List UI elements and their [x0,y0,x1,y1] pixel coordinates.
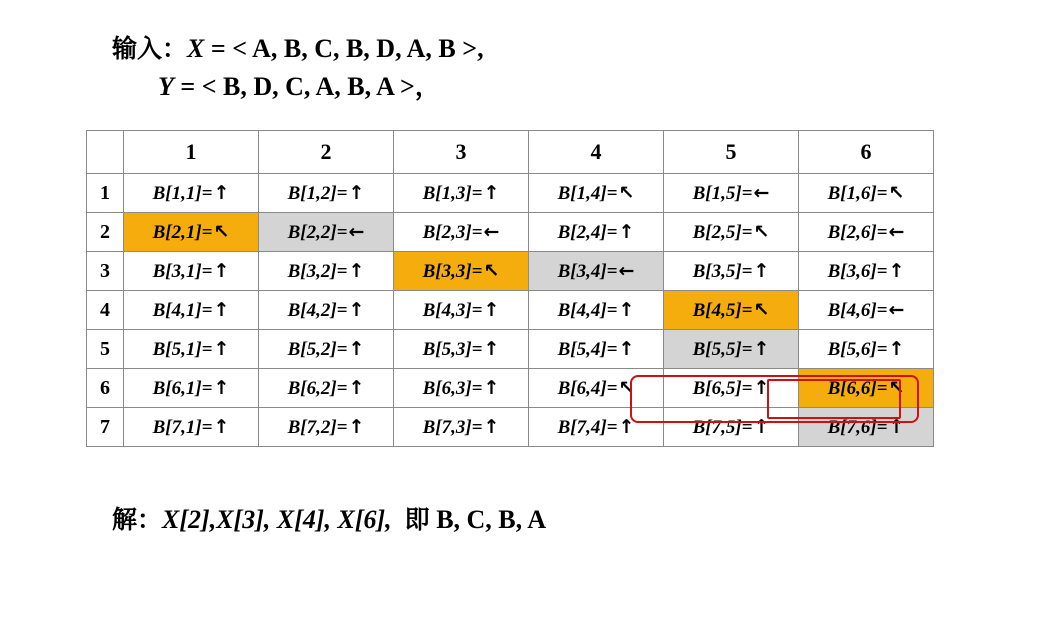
solution-indices: X[2],X[3], X[4], X[6], [162,505,392,534]
cell-1-2 [259,174,394,213]
cell-3-1 [124,252,259,291]
solution-line [112,500,546,536]
arrow-icon: ↑ [753,376,770,399]
row-header-7: 7 [87,408,124,447]
table-body [87,174,934,447]
cell-4-2 [259,291,394,330]
solution-ji: 即 [404,505,430,534]
arrow-icon: ↑ [753,415,770,438]
cell-label: B[2,2]= [287,221,348,243]
cell-label: B[4,3]= [422,299,483,321]
cell-label: B[1,2]= [287,182,348,204]
cell-3-4 [529,252,664,291]
col-header-4: 4 [529,131,664,174]
arrow-icon: ← [888,220,905,243]
cell-label: B[4,6]= [827,299,888,321]
cell-4-6 [799,291,934,330]
arrow-icon: ↑ [483,376,500,399]
cell-7-1 [124,408,259,447]
cell-label: B[4,2]= [287,299,348,321]
cell-6-3 [394,369,529,408]
arrow-icon: ↖ [888,181,905,204]
cell-label: B[5,1]= [152,338,213,360]
arrow-icon: ↑ [213,298,230,321]
table-row [87,174,934,213]
sequence-x-name: X [187,34,205,63]
col-header-1: 1 [124,131,259,174]
cell-2-3 [394,213,529,252]
cell-label: B[7,4]= [557,416,618,438]
cell-label: B[7,1]= [152,416,213,438]
cell-label: B[5,4]= [557,338,618,360]
arrow-icon: ↑ [618,298,635,321]
arrow-icon: ↑ [483,415,500,438]
cell-7-4 [529,408,664,447]
cell-label: B[3,4]= [557,260,618,282]
table-row [87,213,934,252]
arrow-icon: ↑ [348,181,365,204]
arrow-icon: ↖ [888,376,905,399]
arrow-icon: ← [888,298,905,321]
arrow-icon: ↑ [618,337,635,360]
cell-label: B[1,1]= [152,182,213,204]
arrow-icon: ↑ [213,337,230,360]
sequence-y-value: = < B, D, C, A, B, A > [180,71,415,101]
row-header-4: 4 [87,291,124,330]
cell-2-1 [124,213,259,252]
cell-3-2 [259,252,394,291]
cell-label: B[6,5]= [692,377,753,399]
cell-6-2 [259,369,394,408]
cell-3-5 [664,252,799,291]
cell-label: B[3,1]= [152,260,213,282]
cell-7-5 [664,408,799,447]
cell-label: B[3,2]= [287,260,348,282]
cell-1-3 [394,174,529,213]
cell-label: B[2,5]= [692,221,753,243]
cell-label: B[5,5]= [692,338,753,360]
arrow-icon: ↑ [753,259,770,282]
row-header-1: 1 [87,174,124,213]
cell-6-6 [799,369,934,408]
arrow-icon: ↖ [213,220,230,243]
arrow-icon: ↑ [888,337,905,360]
cell-label: B[3,3]= [422,260,483,282]
table-row [87,252,934,291]
arrow-icon: ↑ [618,220,635,243]
col-header-2: 2 [259,131,394,174]
arrow-icon: ↑ [213,259,230,282]
row-header-5: 5 [87,330,124,369]
b-matrix-table-wrap [86,130,934,447]
b-matrix-table [86,130,934,447]
cell-4-4 [529,291,664,330]
cell-label: B[6,2]= [287,377,348,399]
cell-7-3 [394,408,529,447]
cell-5-3 [394,330,529,369]
solution-colon: ： [137,505,163,534]
arrow-icon: ↑ [888,415,905,438]
cell-label: B[2,6]= [827,221,888,243]
arrow-icon: ↑ [888,259,905,282]
cell-label: B[5,2]= [287,338,348,360]
cell-label: B[6,3]= [422,377,483,399]
cell-5-6 [799,330,934,369]
arrow-icon: ↑ [483,298,500,321]
cell-label: B[2,3]= [422,221,483,243]
cell-3-3 [394,252,529,291]
cell-label: B[1,4]= [557,182,618,204]
arrow-icon: ↑ [213,181,230,204]
arrow-icon: ← [348,220,365,243]
cell-label: B[7,5]= [692,416,753,438]
col-header-5: 5 [664,131,799,174]
arrow-icon: ↑ [213,415,230,438]
arrow-icon: ↑ [348,337,365,360]
arrow-icon: ← [483,220,500,243]
row-header-3: 3 [87,252,124,291]
arrow-icon: ↖ [483,259,500,282]
cell-1-5 [664,174,799,213]
row-header-2: 2 [87,213,124,252]
input-line-x [112,30,484,68]
cell-label: B[7,3]= [422,416,483,438]
arrow-icon: ↑ [618,415,635,438]
cell-label: B[3,5]= [692,260,753,282]
cell-label: B[6,4]= [557,377,618,399]
arrow-icon: ↑ [348,259,365,282]
arrow-icon: ↖ [618,181,635,204]
cell-label: B[1,6]= [827,182,888,204]
arrow-icon: ↖ [753,220,770,243]
arrow-icon: ↑ [213,376,230,399]
cell-3-6 [799,252,934,291]
cell-6-4 [529,369,664,408]
input-colon: ： [162,34,188,63]
cell-label: B[4,4]= [557,299,618,321]
cell-label: B[6,6]= [827,377,888,399]
cell-label: B[1,5]= [692,182,753,204]
corner-cell [87,131,124,174]
cell-6-5 [664,369,799,408]
input-line-y [158,68,484,106]
cell-5-1 [124,330,259,369]
arrow-icon: ← [753,181,770,204]
cell-label: B[7,6]= [827,416,888,438]
sequence-y-name: Y [158,71,174,101]
cell-7-2 [259,408,394,447]
input-y-trailing-comma: ， [414,71,440,101]
arrow-icon: ↑ [753,337,770,360]
solution-label: 解 [112,505,138,534]
arrow-icon: ↖ [753,298,770,321]
cell-label: B[4,5]= [692,299,753,321]
cell-5-5 [664,330,799,369]
cell-7-6 [799,408,934,447]
cell-1-4 [529,174,664,213]
table-row [87,330,934,369]
table-header-row [87,131,934,174]
cell-label: B[5,3]= [422,338,483,360]
col-header-6: 6 [799,131,934,174]
cell-label: B[1,3]= [422,182,483,204]
cell-6-1 [124,369,259,408]
table-row [87,291,934,330]
cell-label: B[4,1]= [152,299,213,321]
arrow-icon: ↑ [348,415,365,438]
arrow-icon: ↑ [483,181,500,204]
cell-label: B[6,1]= [152,377,213,399]
cell-5-2 [259,330,394,369]
sequence-x-value: = < A, B, C, B, D, A, B >, [210,34,484,63]
col-header-3: 3 [394,131,529,174]
cell-4-3 [394,291,529,330]
cell-2-5 [664,213,799,252]
cell-1-6 [799,174,934,213]
arrow-icon: ↖ [618,376,635,399]
cell-1-1 [124,174,259,213]
input-label: 输入 [112,34,163,63]
row-header-6: 6 [87,369,124,408]
solution-letters: B, C, B, A [436,505,546,534]
cell-label: B[7,2]= [287,416,348,438]
arrow-icon: ↑ [348,376,365,399]
cell-4-5 [664,291,799,330]
table-row [87,369,934,408]
cell-label: B[2,1]= [152,221,213,243]
table-row [87,408,934,447]
arrow-icon: ↑ [483,337,500,360]
cell-label: B[3,6]= [827,260,888,282]
arrow-icon: ↑ [348,298,365,321]
cell-2-4 [529,213,664,252]
arrow-icon: ← [618,259,635,282]
cell-label: B[5,6]= [827,338,888,360]
input-block [112,30,484,105]
cell-2-2 [259,213,394,252]
cell-4-1 [124,291,259,330]
cell-2-6 [799,213,934,252]
cell-label: B[2,4]= [557,221,618,243]
cell-5-4 [529,330,664,369]
